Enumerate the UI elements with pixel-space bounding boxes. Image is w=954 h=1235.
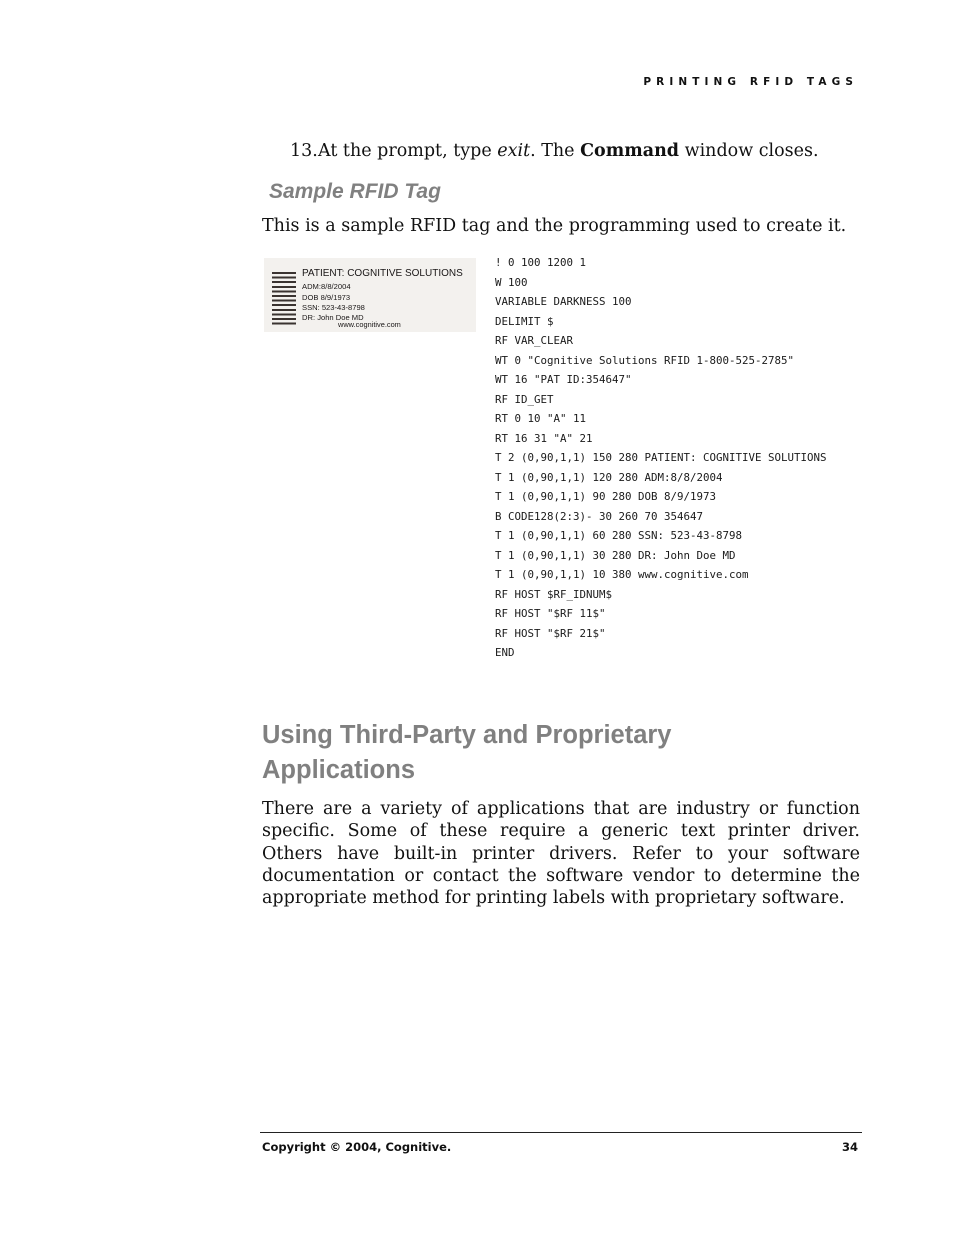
- footer-divider: [260, 1132, 862, 1133]
- code-line: VARIABLE DARKNESS 100: [495, 295, 632, 308]
- footer-copyright: Copyright © 2004, Cognitive.: [262, 1140, 452, 1154]
- code-line: RF HOST "$RF 21$": [495, 626, 606, 640]
- step-italic-command: exit: [497, 141, 531, 161]
- step-text-before: At the prompt, type: [318, 141, 498, 161]
- numbered-step: [290, 141, 819, 161]
- page-number: 34: [841, 1140, 858, 1154]
- code-line: T 1 (0,90,1,1) 10 380 www.cognitive.com: [495, 568, 749, 581]
- tag-website-line: www.cognitive.com: [338, 320, 401, 329]
- code-line: RF ID_GET: [495, 392, 554, 406]
- code-line: T 2 (0,90,1,1) 150 280 PATIENT: COGNITIVE SOLUTIONS: [495, 451, 827, 464]
- code-line: RF HOST "$RF 11$": [495, 607, 606, 620]
- barcode-graphic: [272, 272, 296, 326]
- code-line: ! 0 100 1200 1: [495, 256, 587, 269]
- sample-intro-text: This is a sample RFID tag and the programming used to create it.: [262, 216, 847, 236]
- third-party-heading: Using Third-Party and Proprietary Applications: [262, 721, 672, 784]
- step-text-middle: . The: [530, 141, 581, 161]
- step-bold-window: Command: [580, 141, 680, 161]
- code-line: RT 16 31 "A" 21: [495, 431, 593, 445]
- sample-tag-image: [264, 258, 476, 332]
- code-line: RT 0 10 "A" 11: [495, 412, 587, 425]
- code-line: END: [495, 646, 515, 659]
- code-line: WT 0 "Cognitive Solutions RFID 1-800-525-2785": [495, 353, 795, 367]
- code-line: B CODE128(2:3)- 30 260 70 354647: [495, 509, 704, 523]
- running-header: PRINTING RFID TAGS: [643, 76, 858, 88]
- code-line: T 1 (0,90,1,1) 60 280 SSN: 523-43-8798: [495, 529, 743, 542]
- code-line: T 1 (0,90,1,1) 120 280 ADM:8/8/2004: [495, 470, 723, 484]
- tag-doctor-line: DR: John Doe MD: [302, 313, 364, 322]
- tag-dob-line: DOB 8/9/1973: [302, 293, 351, 302]
- third-party-body: There are a variety of applications that are industry or function specific. Some of these require a generic text printer driver. Others have built-in printer drivers. Refer to your software documentation or contact the software vendor to determine the appropriate method for printing labels with proprietary software.: [262, 799, 860, 909]
- code-line: W 100: [495, 275, 528, 289]
- tag-patient-line: PATIENT: COGNITIVE SOLUTIONS: [302, 268, 463, 279]
- tag-adm-line: ADM:8/8/2004: [302, 282, 351, 291]
- step-number: 13.: [290, 141, 318, 161]
- code-line: RF VAR_CLEAR: [495, 334, 574, 347]
- code-line: T 1 (0,90,1,1) 30 280 DR: John Doe MD: [495, 548, 736, 562]
- code-line: WT 16 "PAT ID:354647": [495, 373, 632, 386]
- programming-code-listing: [495, 256, 855, 666]
- code-line: T 1 (0,90,1,1) 90 280 DOB 8/9/1973: [495, 490, 717, 503]
- code-line: DELIMIT $: [495, 314, 554, 328]
- code-line: RF HOST $RF_IDNUM$: [495, 587, 613, 601]
- tag-ssn-line: SSN: 523-43-8798: [302, 303, 365, 312]
- sample-rfid-heading: Sample RFID Tag: [269, 180, 441, 203]
- step-text-after: window closes.: [679, 141, 819, 161]
